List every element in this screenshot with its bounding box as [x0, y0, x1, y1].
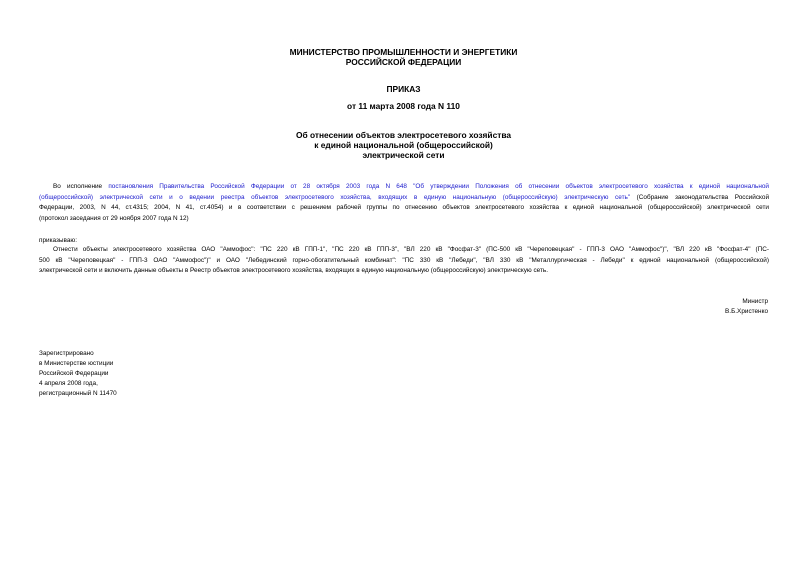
ministry-header	[0, 47, 807, 67]
signature-position: Министр	[742, 298, 768, 305]
signature-name: В.Б.Христенко	[725, 308, 768, 315]
preamble-line-3: Федерации, 2003, N 44, ст.4315; 2004, N 41, ст.4054) и в соответствии с решением рабочей группы по отнесению объектов электросетевого хозяйства к единой национальной (общероссийской) электрической сети	[39, 204, 769, 211]
signature-block	[600, 297, 768, 317]
preamble-line-2	[39, 193, 769, 204]
ministry-line-2: РОССИЙСКОЙ ФЕДЕРАЦИИ	[345, 57, 462, 67]
document-type: ПРИКАЗ	[386, 84, 421, 94]
document-title	[0, 130, 807, 160]
order-line-3: электрической сети и включить данные объекты в Реестр объектов электросетевого хозяйства, входящих в единую национальную (общероссийскую) электрическую сеть.	[39, 267, 549, 274]
decree-link-part-1[interactable]: постановления Правительства Российской Федерации от 28 октября 2003 года N 648 "Об утверждении Положения об отнесении объектов электросетевого хозяйства к единой национальной	[108, 183, 769, 190]
title-line-3: электрической сети	[362, 150, 445, 160]
title-line-2: к единой национальной (общероссийской)	[314, 140, 493, 150]
decree-link-part-2[interactable]: (общероссийской) электрической сети и о ведении реестра объектов электросетевого хозяйства, входящих в единую национальную (общероссийскую) электрическую сеть"	[39, 193, 631, 201]
registration-line-3: Российской Федерации	[39, 370, 109, 377]
registration-line-5: регистрационный N 11470	[39, 390, 117, 397]
ministry-line-1: МИНИСТЕРСТВО ПРОМЫШЛЕННОСТИ И ЭНЕРГЕТИКИ	[289, 47, 518, 57]
preamble-line-1	[39, 182, 769, 193]
registration-line-2: в Министерстве юстиции	[39, 360, 114, 367]
order-paragraph	[39, 245, 769, 277]
order-word: приказываю:	[39, 237, 77, 244]
registration-line-1: Зарегистрировано	[39, 350, 94, 357]
registration-line-4: 4 апреля 2008 года,	[39, 380, 98, 387]
preamble-lead: Во исполнение	[53, 183, 109, 190]
order-line-1: Отнести объекты электросетевого хозяйства ОАО "Аммофос": "ПС 220 кВ ГПП-1", "ПС 220 кВ ГПП-3", "ВЛ 220 кВ "Фосфат-3" (ПС-500 кВ "Череповецкая" - ГПП-3 ОАО "Аммофос")", "ВЛ 220 кВ "Фосфат-4" (ПС-	[53, 246, 769, 253]
registration-block	[39, 349, 117, 399]
preamble-paragraph	[39, 182, 769, 224]
title-line-1: Об отнесении объектов электросетевого хозяйства	[295, 130, 512, 140]
document-date-number: от 11 марта 2008 года N 110	[347, 101, 460, 111]
preamble-line-4: (протокол заседания от 29 ноября 2007 года N 12)	[39, 214, 189, 222]
order-line-2: 500 кВ "Череповецкая" - ГПП-3 ОАО "Аммофос")" и ОАО "Лебединский горно-обогатительный комбинат": "ПС 330 кВ "Лебеди", "ВЛ 330 кВ "Металлургическая - Лебеди" к единой национальной (общероссийской)	[39, 256, 769, 264]
preamble-line-2-tail: (Собрание законодательства Российской	[630, 193, 769, 201]
